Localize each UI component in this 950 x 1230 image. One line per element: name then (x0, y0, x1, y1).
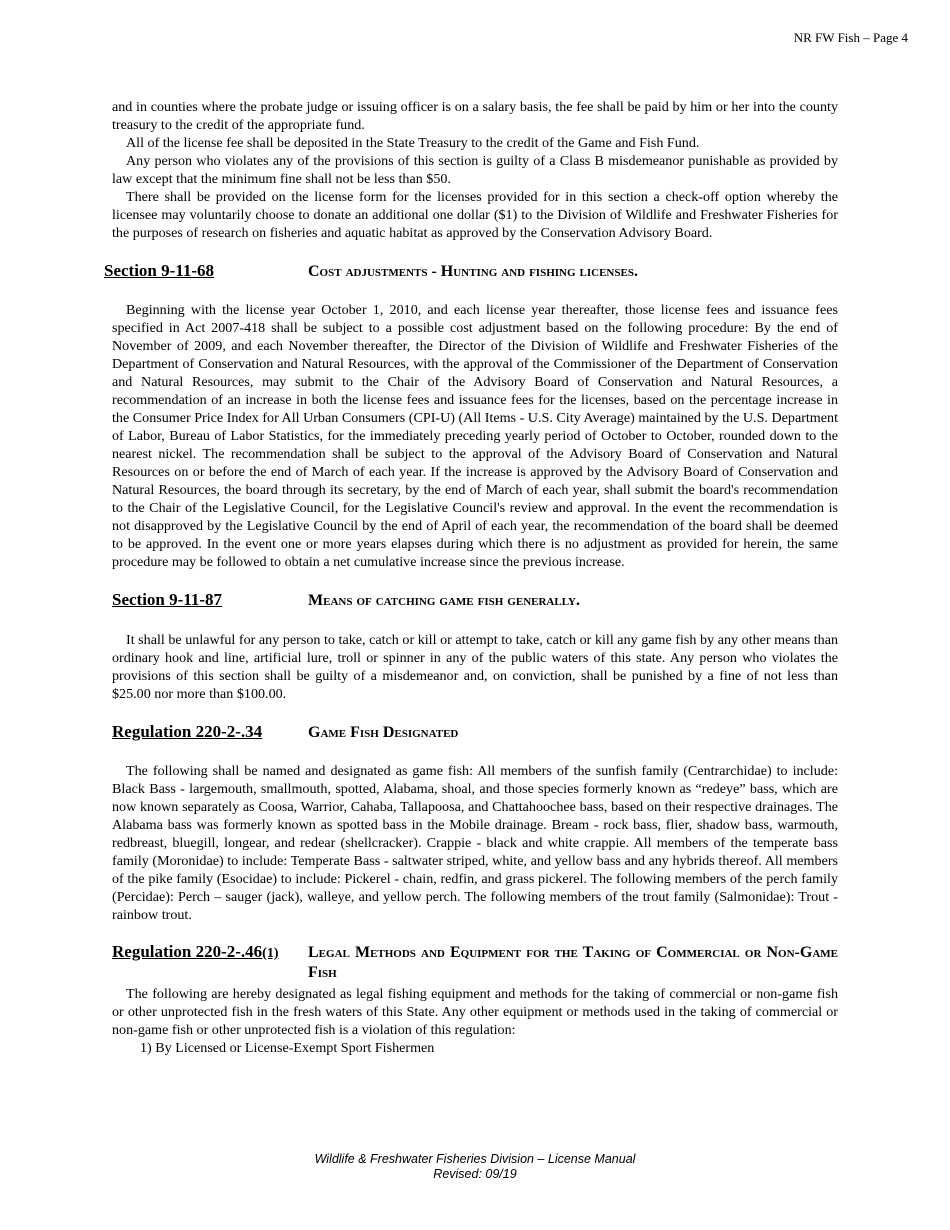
section-number-suffix: (1) (262, 946, 279, 961)
footer-revision: Revised: 09/19 (433, 1167, 517, 1181)
section-body: The following shall be named and designated as game fish: All members of the sunfish family (Centrarchidae) to include: Black Bass - largemouth, smallmouth, spotted, Alabama, shoal, and those species formerly known as “redeye” bass, which are now known separately as Coosa, Warrior, Cahaba, Tallapoosa, and Chattahoochee bass, based on their respective drainages. The Alabama bass was formerly known as spotted bass in the Mobile drainage. Bream - rock bass, flier, shadow bass, warmouth, redbreast, bluegill, longear, and redear (shellcracker). Crappie - black and white crappie. All members of the temperate bass family (Moronidae) to include: Temperate Bass - saltwater striped, white, and yellow bass and any hybrids thereof. All members of the pike family (Esocidae) to include: Pickerel - chain, redfin, and grass pickerel. The following members of the perch family (Percidae): Perch – sauger (jack), walleye, and yellow perch. The following members of the trout family (Salmonidae): Trout - rainbow trout. (112, 763, 838, 923)
section-body: The following are hereby designated as legal fishing equipment and methods for the taking of commercial or non-game fish or other unprotected fish in the fresh waters of this State. Any other equipment or methods used in the taking of commercial or non-game fish or other unprotected fish is a violation of this regulation: (112, 986, 838, 1038)
document-body (104, 98, 838, 1057)
list-item: 1) By Licensed or License-Exempt Sport Fishermen (140, 1040, 435, 1056)
section-number (112, 942, 308, 962)
page-header: NR FW Fish – Page 4 (793, 30, 908, 45)
section-heading (112, 722, 838, 743)
page-footer (0, 1152, 950, 1182)
section-title: Game Fish Designated (308, 724, 459, 741)
section-number: Section 9-11-68 (104, 261, 215, 280)
intro-paragraph: All of the license fee shall be deposited in the State Treasury to the credit of the Game and Fish Fund. (126, 135, 700, 151)
section-title: Means of catching game fish generally. (308, 592, 580, 609)
section-heading (104, 261, 838, 282)
footer-manual-title: Wildlife & Freshwater Fisheries Division – License Manual (314, 1152, 636, 1166)
section-title: Cost adjustments - Hunting and fishing licenses. (308, 263, 638, 280)
section-number-text: Regulation 220-2-.46 (112, 942, 263, 961)
intro-paragraph: Any person who violates any of the provisions of this section is guilty of a Class B misdemeanor punishable as provided by law except that the minimum fine shall not be less than $50. (112, 153, 838, 187)
intro-paragraph: and in counties where the probate judge or issuing officer is on a salary basis, the fee shall be paid by him or her into the county treasury to the credit of the appropriate fund. (112, 99, 838, 133)
section-title: Legal Methods and Equipment for the Taking of Commercial or Non-Game Fish (308, 944, 838, 981)
section-body: Beginning with the license year October 1, 2010, and each license year thereafter, those license fees and issuance fees specified in Act 2007-418 shall be subject to a possible cost adjustment based on the following procedure: By the end of November of 2009, and each November thereafter, the Director of the Division of Wildlife and Freshwater Fisheries of the Department of Conservation and Natural Resources, with the approval of the Commissioner of the Department of Conservation and Natural Resources, may submit to the Chair of the Advisory Board of Conservation and Natural Resources, a recommendation of an increase in both the license fees and issuance fees for the licenses, based on the percentage increase in the Consumer Price Index for All Urban Consumers (CPI-U) (All Items - U.S. City Average) maintained by the U.S. Department of Labor, Bureau of Labor Statistics, for the immediately preceding yearly period of October to October, rounded down to the nearest nickel. The recommendation shall be subject to the approval of the Advisory Board of Conservation and Natural Resources on or before the end of March of each year. If the increase is approved by the Advisory Board of Conservation and Natural Resources, the board through its secretary, by the end of March of each year, shall submit the board's recommendation to the Chair of the Legislative Council, for the Legislative Council's review and approval. In the event the recommendation is not disapproved by the Legislative Council by the end of April of each year, the recommendation of the board shall be deemed to be approved. In the event one or more years elapses during which there is no adjustment as provided for herein, the same procedure may be followed to obtain a net cumulative increase since the previous increase. (112, 302, 838, 570)
section-heading (112, 942, 838, 983)
intro-paragraph: There shall be provided on the license form for the licenses provided for in this section a check-off option whereby the licensee may voluntarily choose to donate an additional one dollar ($1) to the Division of Wildlife and Freshwater Fisheries for the purposes of research on fisheries and aquatic habitat as approved by the Conservation Advisory Board. (112, 189, 838, 241)
section-body: It shall be unlawful for any person to take, catch or kill or attempt to take, catch or kill any game fish by any other means than ordinary hook and line, artificial lure, troll or spinner in any of the public waters of this state. Any person who violates the provisions of this section shall be guilty of a misdemeanor and, on conviction, shall be punished by a fine of not less than $25.00 nor more than $100.00. (112, 632, 838, 702)
section-number: Section 9-11-87 (112, 590, 223, 609)
section-heading (112, 590, 838, 611)
section-number: Regulation 220-2-.34 (112, 722, 263, 741)
